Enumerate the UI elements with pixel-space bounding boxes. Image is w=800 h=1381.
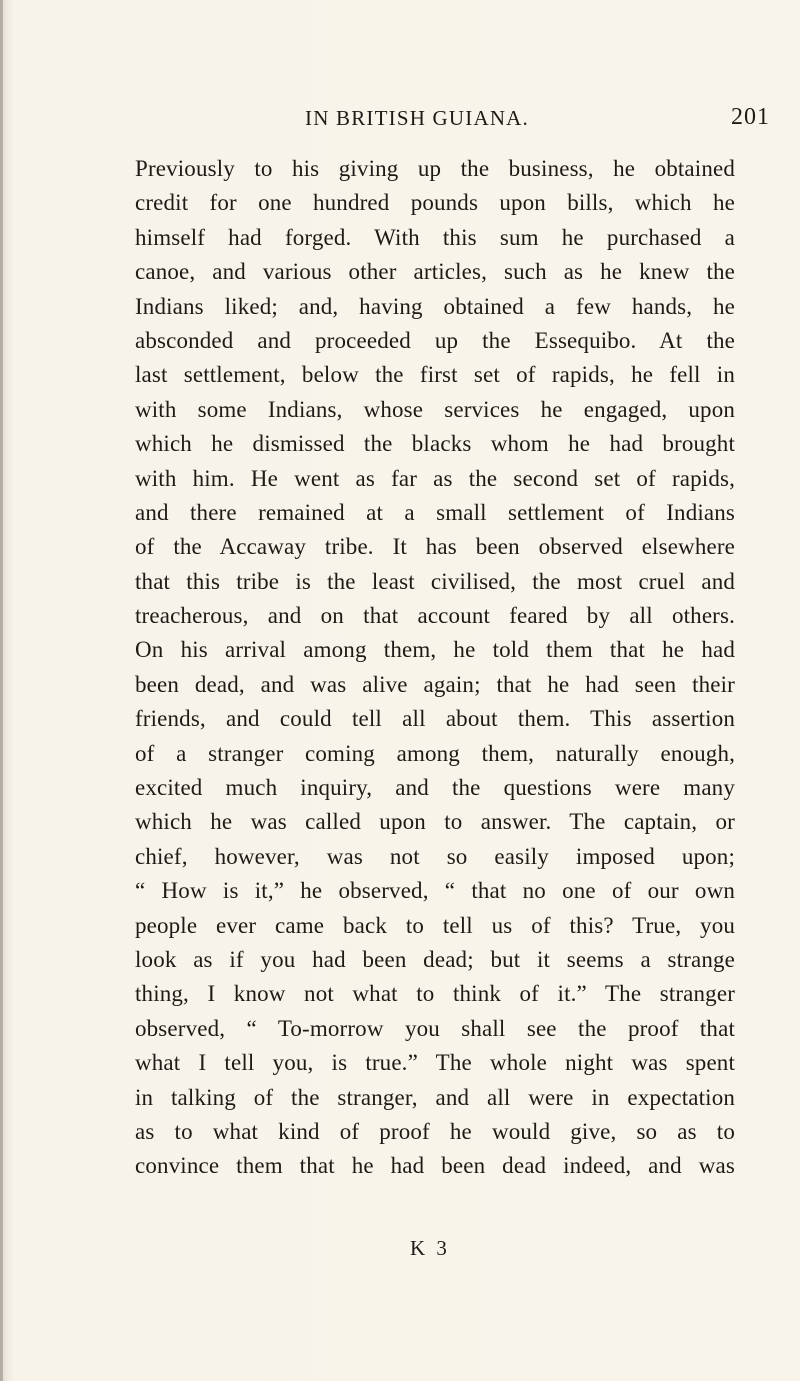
text-line: last settlement, below the first set of rapids, he fell in [135, 362, 735, 388]
text-line: with some Indians, whose services he engaged, upon [135, 396, 735, 422]
text-line: excited much inquiry, and the questions were many [135, 775, 735, 801]
text-line: and there remained at a small settlement of Indians [135, 499, 735, 525]
text-line: with him. He went as far as the second set of rapids, [135, 465, 735, 491]
running-head [0, 106, 800, 136]
text-line: of the Accaway tribe. It has been observed elsewhere [135, 534, 735, 560]
text-line: friends, and could tell all about them. This assertion [135, 706, 735, 732]
text-line: that this tribe is the least civilised, the most cruel and [135, 568, 735, 594]
text-line: chief, however, was not so easily imposed upon; [135, 843, 735, 869]
text-line: in talking of the stranger, and all were in expectation [135, 1084, 735, 1110]
page-gutter-shadow [0, 0, 3, 1381]
text-line: convince them that he had been dead indeed, and was [135, 1153, 735, 1179]
text-line: On his arrival among them, he told them that he had [135, 637, 735, 663]
page-number: 201 [731, 104, 770, 130]
text-line: Indians liked; and, having obtained a few hands, he [135, 293, 735, 319]
text-line: look as if you had been dead; but it seems a strange [135, 946, 735, 972]
text-line: which he dismissed the blacks whom he had brought [135, 431, 735, 457]
text-line: what I tell you, is true.” The whole night was spent [135, 1050, 735, 1076]
text-line: been dead, and was alive again; that he had seen their [135, 671, 735, 697]
text-line: treacherous, and on that account feared by all others. [135, 603, 735, 629]
text-line: “ How is it,” he observed, “ that no one of our own [135, 878, 735, 904]
text-line: which he was called upon to answer. The captain, or [135, 809, 735, 835]
running-head-title: IN BRITISH GUIANA. [305, 106, 530, 130]
text-line: of a stranger coming among them, naturally enough, [135, 740, 735, 766]
text-line: as to what kind of proof he would give, so as to [135, 1118, 735, 1144]
text-line: thing, I know not what to think of it.” The stranger [135, 981, 735, 1007]
text-line: observed, “ To-morrow you shall see the proof that [135, 1015, 735, 1041]
text-line: credit for one hundred pounds upon bills, which he [135, 190, 735, 216]
body-text [135, 152, 735, 1184]
text-line: people ever came back to tell us of this? True, you [135, 912, 735, 938]
text-line: Previously to his giving up the business, he obtained [135, 156, 735, 181]
signature-mark: K 3 [410, 1236, 450, 1260]
text-line: himself had forged. With this sum he purchased a [135, 224, 735, 250]
text-line: canoe, and various other articles, such as he knew the [135, 259, 735, 285]
text-line: absconded and proceeded up the Essequibo. At the [135, 327, 735, 353]
